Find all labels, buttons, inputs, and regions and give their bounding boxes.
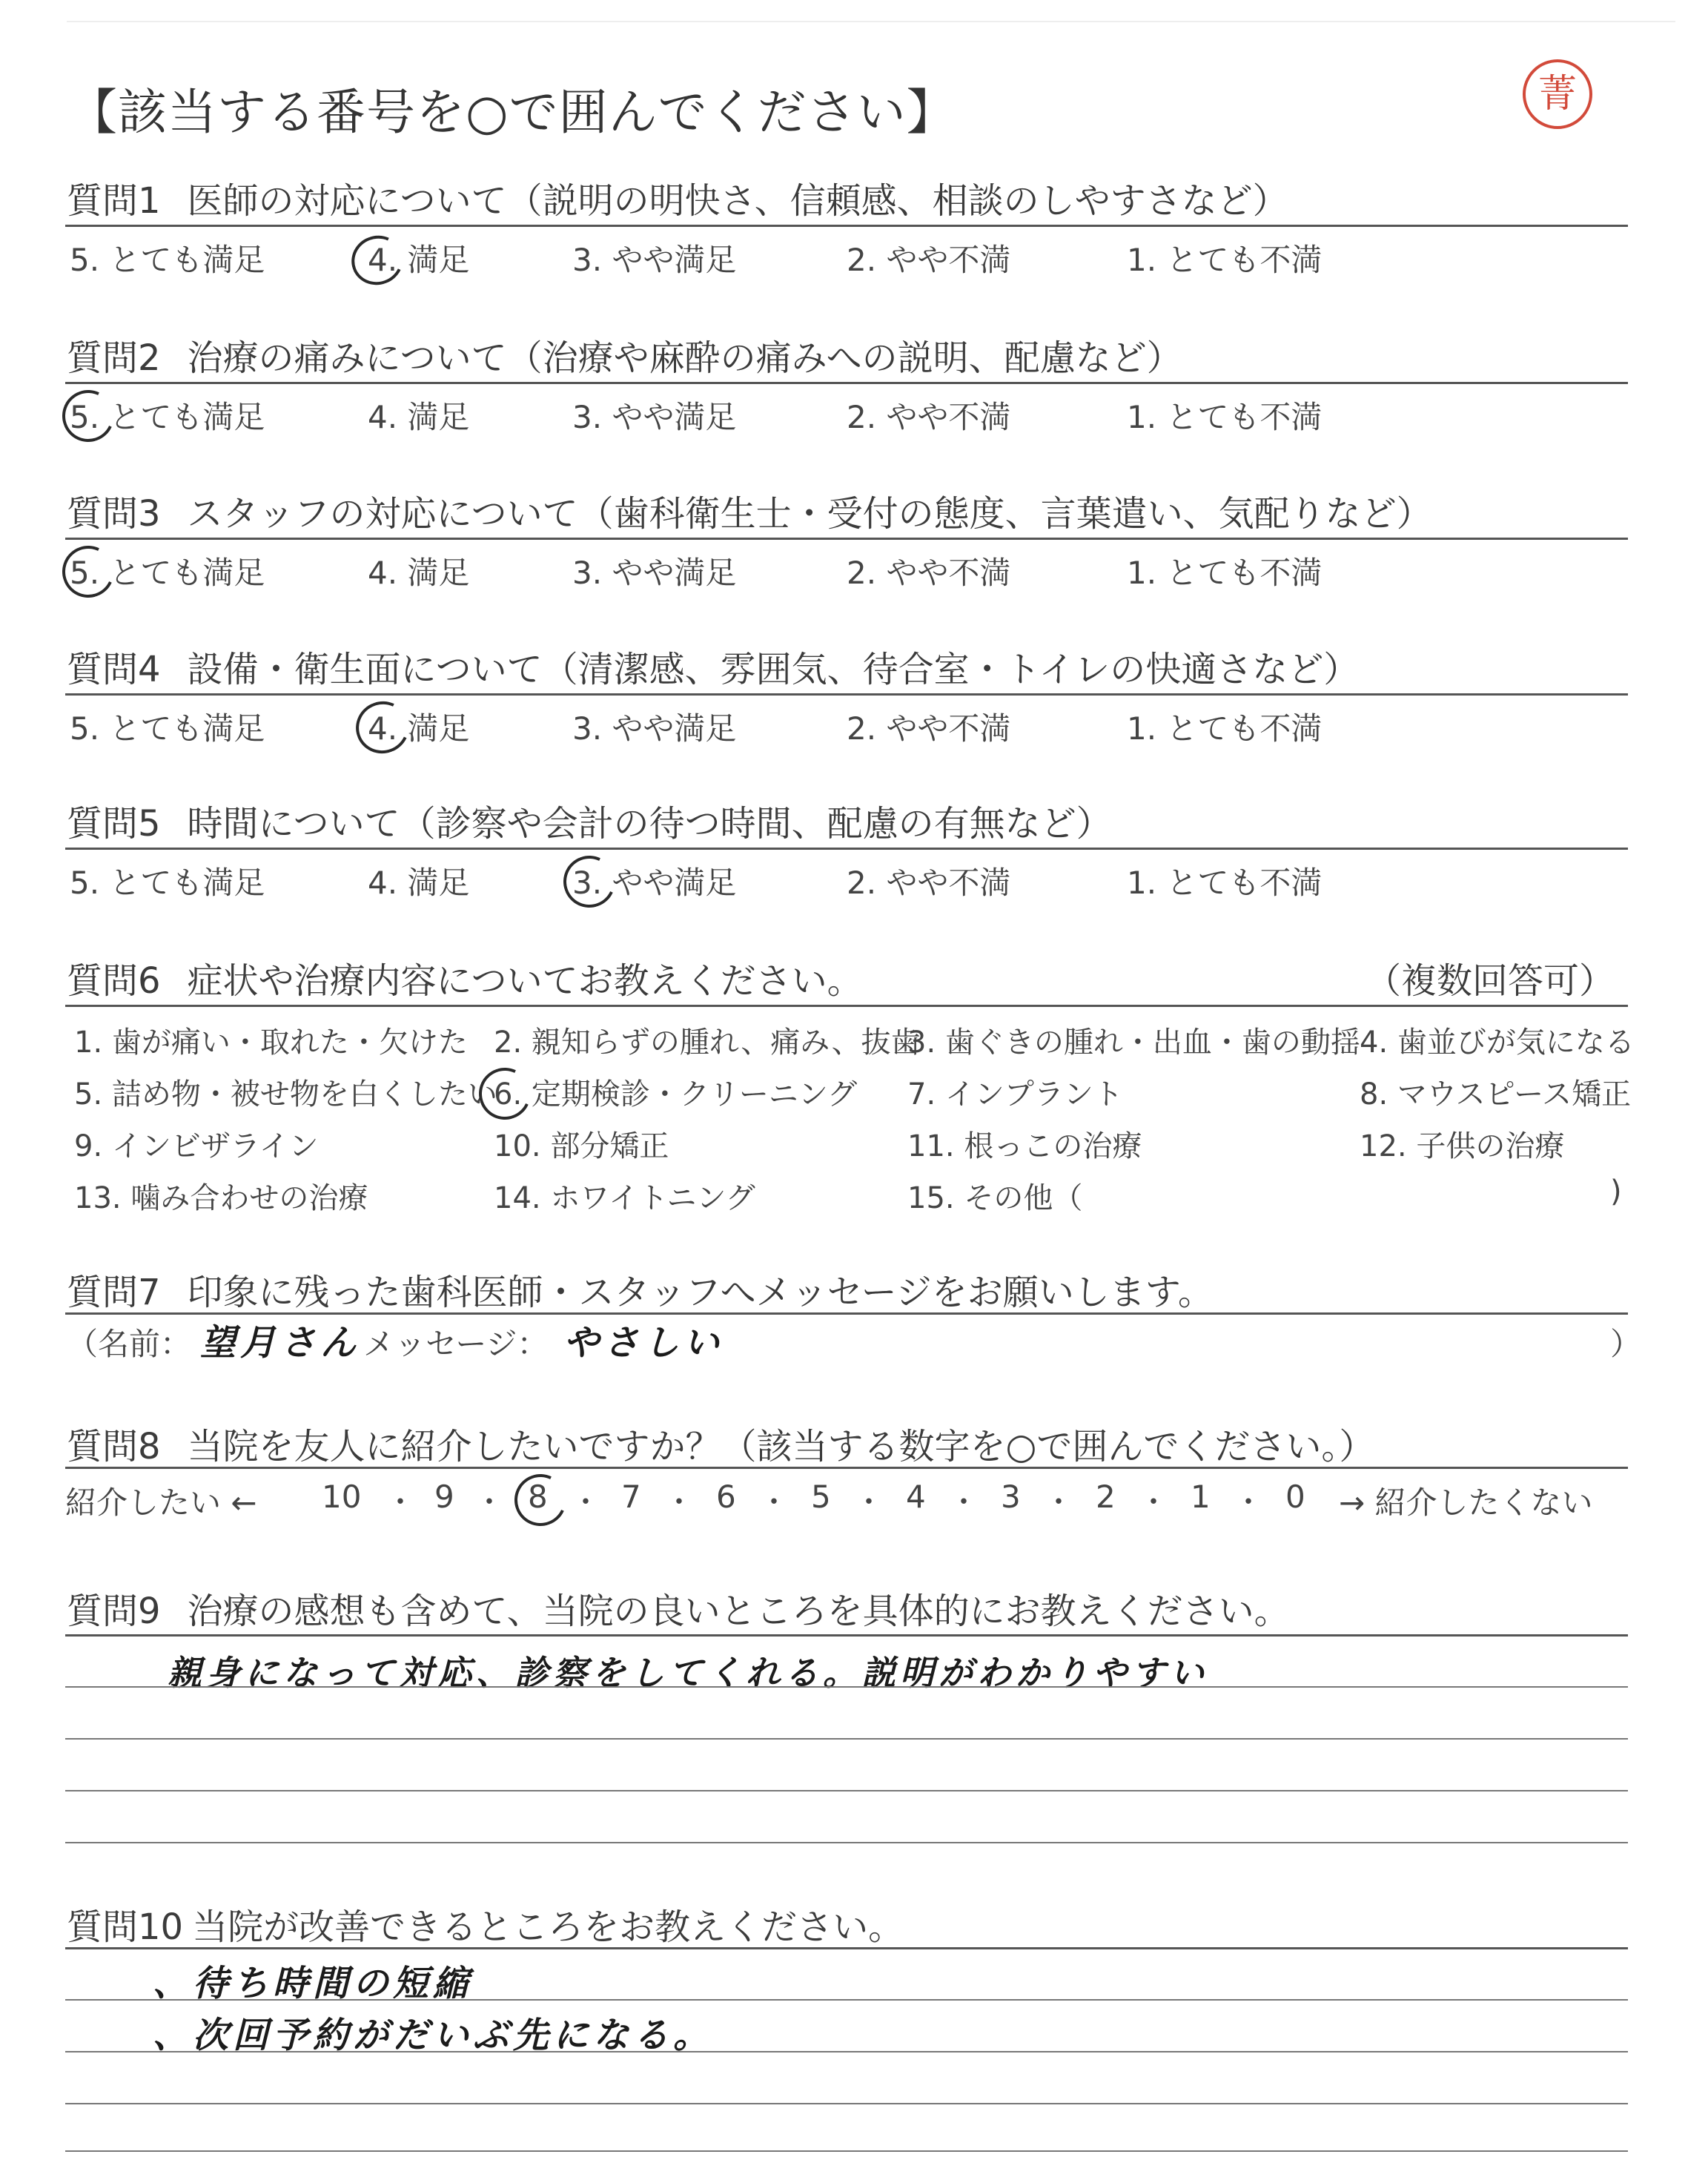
- q6-item-15[interactable]: 15. その他（: [907, 1181, 1083, 1215]
- question-text: スタッフの対応について（歯科衛生士・受付の態度、言葉遣い、気配りなど）: [187, 493, 1432, 535]
- option-5[interactable]: 5. とても満足: [70, 865, 265, 901]
- question-6-heading: [67, 952, 863, 1003]
- scale-dot: ・: [664, 1485, 694, 1519]
- scale-4[interactable]: 4: [906, 1479, 926, 1515]
- scale-dot: ・: [571, 1485, 600, 1519]
- divider: [65, 848, 1628, 850]
- divider: [65, 1634, 1628, 1636]
- option-4[interactable]: 4. 満足: [368, 710, 470, 747]
- scale-dot: ・: [1234, 1485, 1263, 1519]
- question-9-heading: [67, 1582, 1290, 1634]
- scale-10[interactable]: 10: [322, 1479, 362, 1515]
- question-number: 質問7: [67, 1272, 161, 1313]
- question-number: 質問3: [67, 493, 161, 535]
- divider: [65, 225, 1628, 227]
- scale-dot: ・: [1139, 1485, 1168, 1519]
- q6-item-11[interactable]: 11. 根っこの治療: [907, 1129, 1142, 1163]
- divider: [65, 1947, 1628, 1949]
- option-1[interactable]: 1. とても不満: [1127, 242, 1323, 278]
- question-7-heading: [67, 1264, 1214, 1315]
- divider: [65, 1467, 1628, 1469]
- question-text: 当院を友人に紹介したいですか？（該当する数字を○で囲んでください。）: [187, 1426, 1375, 1467]
- question-3-heading: [67, 485, 1432, 536]
- option-4[interactable]: 4. 満足: [368, 242, 470, 278]
- question-number: 質問6: [67, 960, 161, 1002]
- scale-7[interactable]: 7: [621, 1479, 641, 1515]
- question-text: 設備・衛生面について（清潔感、雰囲気、待合室・トイレの快適さなど）: [187, 649, 1360, 690]
- question-text: 印象に残った歯科医師・スタッフへメッセージをお願いします。: [187, 1272, 1214, 1313]
- question-4-heading: [67, 641, 1359, 692]
- question-number: 質問5: [67, 803, 161, 845]
- answer-line: [65, 1738, 1628, 1740]
- question-number: 質問8: [67, 1426, 161, 1467]
- scale-dot: ・: [474, 1485, 504, 1519]
- scale-dot: ・: [854, 1485, 884, 1519]
- message-close: ）: [1610, 1326, 1642, 1362]
- q6-item-8[interactable]: 8. マウスピース矯正: [1360, 1077, 1632, 1112]
- q6-item-15-close: ): [1610, 1175, 1622, 1209]
- question-text: 当院が改善できるところをお教えください。: [192, 1906, 904, 1948]
- q9-answer[interactable]: 親身になって対応、診察をしてくれる。説明がわかりやすい: [168, 1653, 1208, 1693]
- scale-6[interactable]: 6: [716, 1479, 736, 1515]
- option-3[interactable]: 3. やや満足: [572, 710, 737, 747]
- option-3[interactable]: 3. やや満足: [572, 555, 737, 591]
- question-number: 質問10: [67, 1906, 184, 1948]
- question-text: 医師の対応について（説明の明快さ、信頼感、相談のしやすさなど）: [187, 180, 1288, 222]
- q6-item-7[interactable]: 7. インプラント: [907, 1077, 1123, 1112]
- q6-item-3[interactable]: 3. 歯ぐきの腫れ・出血・歯の動揺: [907, 1025, 1360, 1060]
- selection-circle: [507, 1467, 574, 1533]
- scale-dot: ・: [949, 1485, 979, 1519]
- name-value[interactable]: 望月さん: [200, 1322, 361, 1364]
- question-number: 質問9: [67, 1591, 161, 1632]
- answer-line: [65, 1686, 1628, 1688]
- q6-item-2[interactable]: 2. 親知らずの腫れ、痛み、抜歯: [494, 1025, 921, 1060]
- answer-line: [65, 2051, 1628, 2052]
- q6-item-14[interactable]: 14. ホワイトニング: [494, 1181, 755, 1215]
- message-label: メッセージ：: [363, 1326, 549, 1362]
- not-recommend-label: → 紹介したくない: [1339, 1484, 1593, 1521]
- option-3[interactable]: 3. やや満足: [572, 242, 737, 278]
- option-1[interactable]: 1. とても不満: [1127, 399, 1323, 435]
- scale-dot: ・: [385, 1485, 415, 1519]
- q6-item-6[interactable]: 6. 定期検診・クリーニング: [494, 1077, 858, 1112]
- q6-item-13[interactable]: 13. 噛み合わせの治療: [74, 1181, 368, 1215]
- option-5[interactable]: 5. とても満足: [70, 242, 265, 278]
- option-1[interactable]: 1. とても不満: [1127, 555, 1323, 591]
- option-2[interactable]: 2. やや不満: [847, 242, 1011, 278]
- scale-dot: ・: [759, 1485, 789, 1519]
- answer-line: [65, 1842, 1628, 1843]
- question-1-heading: [67, 172, 1288, 223]
- scale-5[interactable]: 5: [811, 1479, 831, 1515]
- q6-item-10[interactable]: 10. 部分矯正: [494, 1129, 669, 1163]
- option-2[interactable]: 2. やや不満: [847, 555, 1011, 591]
- question-number: 質問2: [67, 337, 161, 379]
- scale-3[interactable]: 3: [1001, 1479, 1021, 1515]
- answer-line: [65, 1999, 1628, 2001]
- option-2[interactable]: 2. やや不満: [847, 399, 1011, 435]
- answer-line: [65, 1790, 1628, 1791]
- divider: [65, 382, 1628, 384]
- q10-answer-2[interactable]: 、次回予約がだいぶ先になる。: [153, 2015, 714, 2056]
- message-value[interactable]: やさしい: [563, 1322, 724, 1364]
- option-5[interactable]: 5. とても満足: [70, 555, 265, 591]
- q6-item-4[interactable]: 4. 歯並びが気になる: [1360, 1025, 1635, 1060]
- divider: [65, 1005, 1628, 1007]
- seal-stamp: 菁: [1523, 59, 1592, 129]
- q10-answer-1[interactable]: 、待ち時間の短縮: [153, 1963, 474, 2004]
- question-number: 質問1: [67, 180, 161, 222]
- top-edge-line: [67, 21, 1675, 22]
- scale-9[interactable]: 9: [434, 1479, 454, 1515]
- question-number: 質問4: [67, 649, 161, 690]
- page-title: 【該当する番号を○で囲んでください】: [68, 84, 956, 141]
- scale-0[interactable]: 0: [1285, 1479, 1305, 1515]
- recommend-label: 紹介したい ←: [65, 1484, 257, 1521]
- option-3[interactable]: 3. やや満足: [572, 399, 737, 435]
- divider: [65, 538, 1628, 540]
- answer-line: [65, 2150, 1628, 2152]
- scale-2[interactable]: 2: [1096, 1479, 1116, 1515]
- scale-dot: ・: [1044, 1485, 1073, 1519]
- option-1[interactable]: 1. とても不満: [1127, 710, 1323, 747]
- scale-1[interactable]: 1: [1191, 1479, 1211, 1515]
- q6-item-1[interactable]: 1. 歯が痛い・取れた・欠けた: [74, 1025, 468, 1060]
- q6-item-12[interactable]: 12. 子供の治療: [1360, 1129, 1565, 1163]
- question-2-heading: [67, 329, 1182, 380]
- name-label: （名前：: [67, 1326, 192, 1362]
- question-text: 症状や治療内容についてお教えください。: [187, 960, 863, 1002]
- question-text: 治療の痛みについて（治療や麻酔の痛みへの説明、配慮など）: [187, 337, 1182, 379]
- question-text: 治療の感想も含めて、当院の良いところを具体的にお教えください。: [187, 1591, 1290, 1632]
- option-1[interactable]: 1. とても不満: [1127, 865, 1323, 901]
- option-4[interactable]: 4. 満足: [368, 555, 470, 591]
- divider: [65, 693, 1628, 696]
- q6-item-5[interactable]: 5. 詰め物・被せ物を白くしたい: [74, 1077, 497, 1112]
- option-2[interactable]: 2. やや不満: [847, 865, 1011, 901]
- option-4[interactable]: 4. 満足: [368, 865, 470, 901]
- option-5[interactable]: 5. とても満足: [70, 710, 265, 747]
- q6-item-9[interactable]: 9. インビザライン: [74, 1129, 319, 1163]
- question-text: 時間について（診察や会計の待つ時間、配慮の有無など）: [187, 803, 1112, 845]
- question-8-heading: [67, 1418, 1374, 1469]
- question-5-heading: [67, 795, 1112, 846]
- option-3[interactable]: 3. やや満足: [572, 865, 737, 901]
- option-4[interactable]: 4. 満足: [368, 399, 470, 435]
- question-10-heading: [67, 1898, 904, 1949]
- scale-8[interactable]: 8: [528, 1479, 548, 1515]
- option-5[interactable]: 5. とても満足: [70, 399, 265, 435]
- option-2[interactable]: 2. やや不満: [847, 710, 1011, 747]
- answer-line: [65, 2103, 1628, 2104]
- multiple-answer-note: （複数回答可）: [1366, 960, 1615, 1002]
